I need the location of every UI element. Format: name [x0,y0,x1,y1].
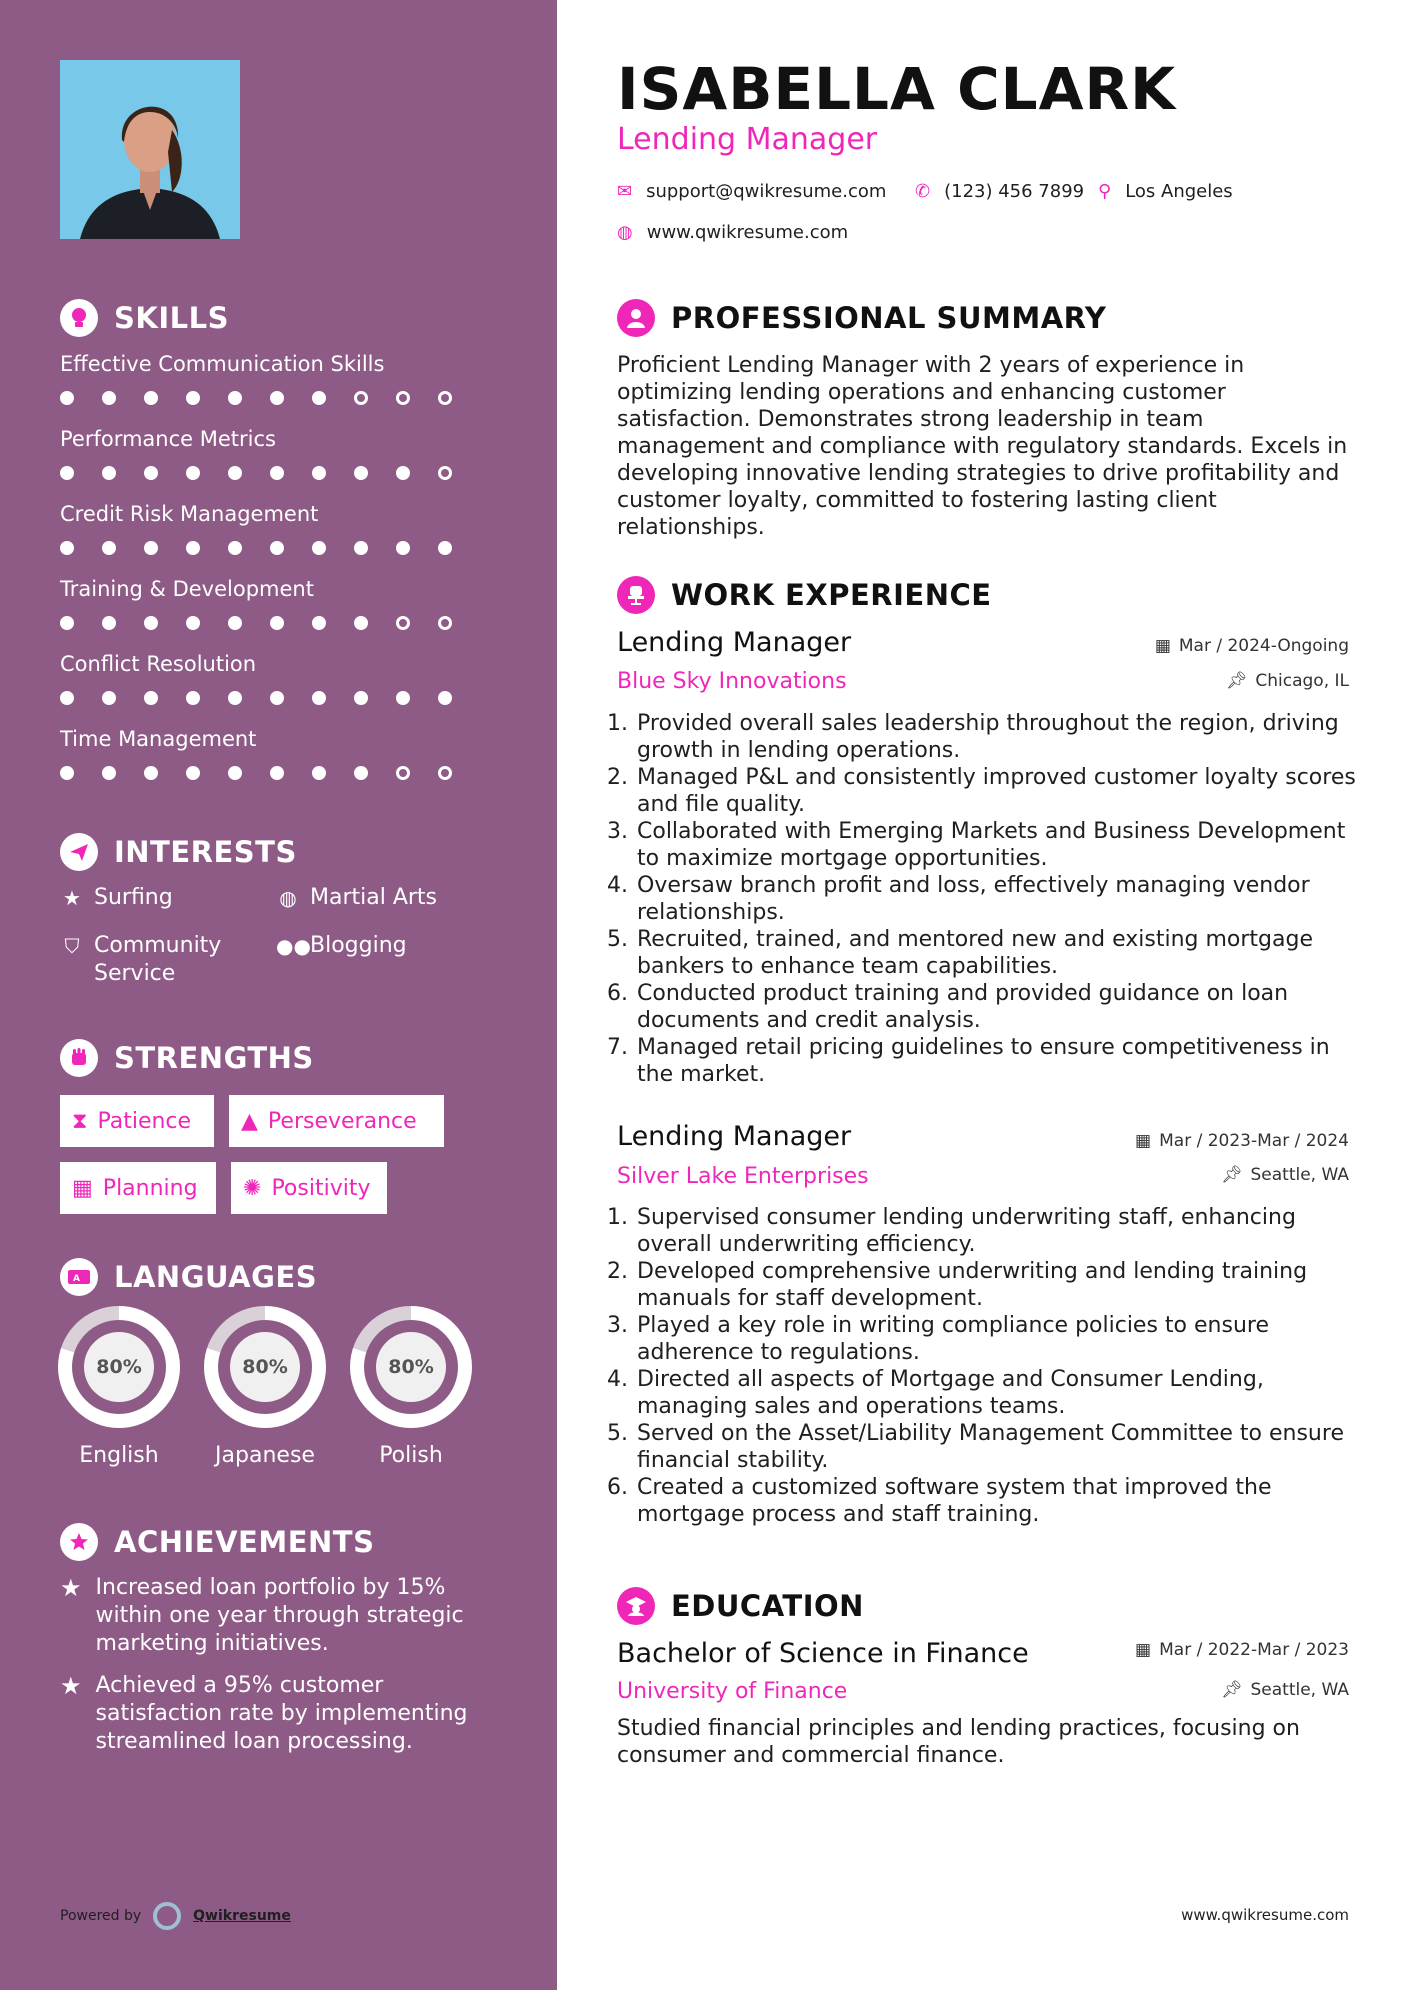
sidebar [0,0,557,1990]
users-icon: ●● [276,934,311,958]
skill-name: Training & Development [60,577,314,601]
graduate-icon [617,1587,655,1625]
education-location: 📌︎ Seattle, WA [1220,1680,1349,1700]
job-duties-list [617,1204,1369,1528]
pin-icon: 📌︎ [1220,1165,1243,1185]
rating-dot-filled [60,766,74,780]
skill-name: Conflict Resolution [60,652,257,676]
list-item: 7. Managed retail pricing guidelines to ensure competitiveness in the market. [635,1034,1369,1088]
shooting-star-icon: ★ [60,1574,82,1602]
skill-rating [60,466,452,480]
job-company: Silver Lake Enterprises [617,1164,869,1189]
list-item: 6. Conducted product training and provided guidance on loan documents and credit analysis. [635,980,1369,1034]
rating-dot-empty [438,616,452,630]
lightbulb-icon [60,299,98,337]
rating-dot-filled [144,391,158,405]
pin-icon: 📌︎ [1220,1680,1243,1700]
education-school: University of Finance [617,1679,848,1704]
language-icon [60,1258,98,1296]
sun-icon: ✺ [243,1175,262,1201]
rating-dot-filled [186,541,200,555]
calendar-icon: ▦ [1135,1640,1152,1660]
rating-dot-filled [354,691,368,705]
rating-dot-filled [228,391,242,405]
rating-dot-filled [312,616,326,630]
language-progress-ring [58,1306,180,1428]
skill-rating [60,766,452,780]
shield-icon: ⛉ [64,934,80,958]
achievement-item: ★ Achieved a 95% customer satisfaction rate by implementing streamlined loan processing. [60,1672,468,1754]
rating-dot-filled [144,766,158,780]
rating-dot-filled [312,541,326,555]
summary-text: Proficient Lending Manager with 2 years of experience in optimizing lending operations and enhancing customer satisfaction. Demonstrates strong leadership in team management and compliance with regulatory standards. Excels in developing innovative lending strategies to drive profitability and customer loyalty, committed to fostering lasting client relationships. [617,353,1348,540]
rating-dot-filled [396,541,410,555]
list-item: 1. Supervised consumer lending underwriting staff, enhancing overall underwriting efficiency. [635,1204,1369,1258]
skill-name: Effective Communication Skills [60,352,385,376]
education-heading: EDUCATION [617,1587,864,1625]
contact-website[interactable]: ◍ www.qwikresume.com [617,222,849,243]
rating-dot-filled [312,766,326,780]
rating-dot-filled [270,691,284,705]
rating-dot-filled [102,691,116,705]
rating-dot-filled [354,466,368,480]
footer-url[interactable]: www.qwikresume.com [1181,1906,1349,1924]
rating-dot-filled [144,466,158,480]
rating-dot-filled [144,541,158,555]
list-item: 3. Collaborated with Emerging Markets and Business Development to maximize mortgage opportunities. [635,818,1369,872]
rating-dot-filled [312,466,326,480]
skills-title: SKILLS [114,301,229,335]
education-description: Studied financial principles and lending practices, focusing on consumer and commercial finance. [617,1716,1300,1768]
rating-dot-filled [144,691,158,705]
globe-icon: ◍ [617,222,633,243]
star-icon: ★ [63,886,81,910]
job-dates: ▦ Mar / 2023-Mar / 2024 [1135,1131,1349,1151]
list-item: 6. Created a customized software system that improved the mortgage process and staff training. [635,1474,1369,1528]
main-content [557,0,1407,1990]
rating-dot-filled [228,616,242,630]
achievements-title: ACHIEVEMENTS [114,1525,375,1559]
list-item: 5. Recruited, trained, and mentored new and existing mortgage bankers to enhance team capabilities. [635,926,1369,980]
interest-item-blogging: ●● Blogging [276,933,407,958]
rating-dot-empty [396,391,410,405]
languages-heading [60,1258,317,1296]
rating-dot-filled [186,766,200,780]
experience-heading: WORK EXPERIENCE [617,576,992,614]
job-title: Lending Manager [617,1121,852,1152]
calendar-icon: ▦ [1135,1131,1152,1151]
globe-icon: ◍ [279,886,297,910]
skill-name: Performance Metrics [60,427,276,451]
language-name: English [79,1443,159,1468]
rating-dot-filled [186,391,200,405]
rating-dot-filled [60,541,74,555]
rating-dot-filled [438,541,452,555]
contact-email[interactable]: ✉ support@qwikresume.com [617,181,887,202]
list-item: 4. Oversaw branch profit and loss, effectively managing vendor relationships. [635,872,1369,926]
calendar-icon: ▦ [72,1175,93,1201]
skill-name: Time Management [60,727,257,751]
rating-dot-filled [396,466,410,480]
rating-dot-empty [438,466,452,480]
strength-tag-perseverance: ▲ Perseverance [229,1095,444,1147]
rating-dot-filled [102,541,116,555]
rating-dot-empty [396,616,410,630]
rating-dot-filled [354,766,368,780]
education-degree: Bachelor of Science in Finance [617,1638,1029,1669]
achievement-item: ★ Increased loan portfolio by 15% within one year through strategic marketing initiatives. [60,1574,464,1656]
rating-dot-filled [102,616,116,630]
rating-dot-filled [102,391,116,405]
rating-dot-filled [270,466,284,480]
strengths-title: STRENGTHS [114,1041,314,1075]
job-company: Blue Sky Innovations [617,669,847,694]
rating-dot-filled [228,466,242,480]
rating-dot-filled [186,691,200,705]
paper-plane-icon [60,833,98,871]
rating-dot-filled [60,466,74,480]
qwikresume-logo-icon [153,1902,181,1930]
rating-dot-filled [102,766,116,780]
education-dates: ▦ Mar / 2022-Mar / 2023 [1135,1640,1349,1660]
skill-rating [60,541,452,555]
strength-tag-patience: ⧗ Patience [60,1095,214,1147]
map-pin-icon: ⚲ [1098,181,1112,202]
rating-dot-filled [144,616,158,630]
rating-dot-filled [60,691,74,705]
pin-icon: 📌︎ [1225,671,1248,691]
job-location: 📌︎ Chicago, IL [1225,671,1349,691]
rating-dot-empty [354,391,368,405]
strengths-heading [60,1039,314,1077]
job-title: Lending Manager [617,627,852,658]
rating-dot-filled [312,391,326,405]
list-item: 2. Developed comprehensive underwriting and lending training manuals for staff development. [635,1258,1369,1312]
rating-dot-filled [270,391,284,405]
rating-dot-filled [354,616,368,630]
rating-dot-empty [438,391,452,405]
rating-dot-filled [186,616,200,630]
language-percent: 80% [84,1332,154,1402]
shooting-star-icon: ★ [60,1672,82,1700]
rating-dot-filled [186,466,200,480]
profile-photo [60,60,240,239]
award-star-icon [60,1523,98,1561]
job-duties-list [617,710,1369,1088]
interest-item-community-service: ⛉ Community Service [60,932,260,988]
hourglass-icon: ⧗ [72,1108,88,1134]
language-name: Polish [379,1443,443,1468]
powered-by: Powered by Qwikresume [60,1902,291,1930]
list-item: 1. Provided overall sales leadership throughout the region, driving growth in lending operations. [635,710,1369,764]
rating-dot-filled [270,541,284,555]
skill-rating [60,391,452,405]
list-item: 4. Directed all aspects of Mortgage and Consumer Lending, managing sales and operations teams. [635,1366,1369,1420]
rating-dot-empty [438,766,452,780]
interests-heading [60,833,297,871]
strength-tag-planning: ▦ Planning [60,1162,216,1214]
envelope-icon: ✉ [617,181,633,202]
contact-phone: ✆ (123) 456 7899 [915,181,1085,202]
interest-item-martial-arts: ◍ Martial Arts [276,884,437,912]
briefcase-chair-icon [617,576,655,614]
skill-rating [60,616,452,630]
language-percent: 80% [230,1332,300,1402]
list-item: 2. Managed P&L and consistently improved customer loyalty scores and file quality. [635,764,1369,818]
road-icon: ▲ [241,1108,258,1134]
rating-dot-filled [396,691,410,705]
calendar-icon: ▦ [1154,636,1171,656]
language-progress-ring [350,1306,472,1428]
language-percent: 80% [376,1332,446,1402]
language-name: Japanese [215,1443,315,1468]
interests-title: INTERESTS [114,835,297,869]
candidate-name: ISABELLA CLARK [617,55,1177,123]
language-progress-ring [204,1306,326,1428]
rating-dot-empty [396,766,410,780]
qwikresume-link[interactable]: Qwikresume [193,1908,291,1924]
strength-tag-positivity: ✺ Positivity [231,1162,387,1214]
job-dates: ▦ Mar / 2024-Ongoing [1154,636,1349,656]
rating-dot-filled [354,541,368,555]
rating-dot-filled [102,466,116,480]
list-item: 3. Played a key role in writing compliance policies to ensure adherence to regulations. [635,1312,1369,1366]
interest-item-surfing: ★ Surfing [60,884,173,912]
rating-dot-filled [60,616,74,630]
fist-icon [60,1039,98,1077]
user-icon [617,299,655,337]
contact-location: ⚲ Los Angeles [1098,181,1233,202]
rating-dot-filled [60,391,74,405]
skill-rating [60,691,452,705]
phone-icon: ✆ [915,181,931,202]
list-item: 5. Served on the Asset/Liability Management Committee to ensure financial stability. [635,1420,1369,1474]
skills-heading [60,299,229,337]
languages-title: LANGUAGES [114,1260,318,1294]
rating-dot-filled [228,541,242,555]
summary-heading: PROFESSIONAL SUMMARY [617,299,1106,337]
rating-dot-filled [270,616,284,630]
rating-dot-filled [270,766,284,780]
svg-text:A: A [73,1274,81,1284]
rating-dot-filled [228,691,242,705]
job-location: 📌︎ Seattle, WA [1220,1165,1349,1185]
candidate-role: Lending Manager [617,122,878,157]
rating-dot-filled [312,691,326,705]
achievements-heading [60,1523,374,1561]
skill-name: Credit Risk Management [60,502,319,526]
rating-dot-filled [438,691,452,705]
rating-dot-filled [228,766,242,780]
